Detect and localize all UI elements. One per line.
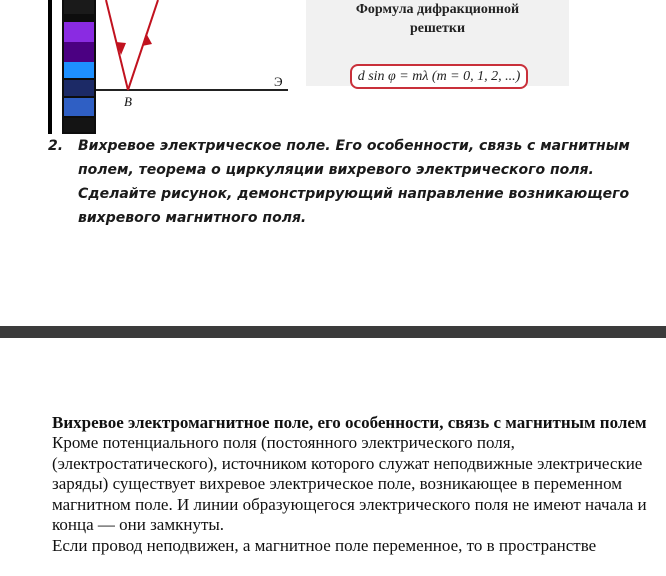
formula-title (306, 0, 569, 38)
question-number: 2. (48, 138, 64, 154)
spectrum-band (64, 0, 94, 14)
article-section (52, 412, 652, 556)
spectrum-band (64, 62, 94, 78)
article-heading: Вихревое электромагнитное поле, его особенности, связь с магнитным полем (52, 413, 647, 432)
article-next-line: Если провод неподвижен, а магнитное поле переменное, то в пространстве (52, 535, 597, 555)
reflection-figure (48, 0, 293, 134)
left-border-line (48, 0, 52, 134)
reflected-arrow-icon (142, 33, 152, 46)
spectrum-band (64, 98, 94, 116)
question-text: Вихревое электрическое поле. Его особенности, связь с магнитным полем, теорема о циркуляции вихревого электрического поля. Сделайте рисунок, демонстрирующий направление возникающего вихревого магнитного поля. (78, 138, 630, 226)
formula-title-line1: Формула дифракционной (355, 2, 520, 17)
question-item (48, 134, 638, 230)
reflection-diagram (48, 0, 293, 134)
formula-expression: d sin φ = mλ (m = 0, 1, 2, ...) (350, 64, 528, 89)
axis-label: Э (274, 74, 283, 89)
spectrum-band (64, 42, 94, 62)
spectrum-band (64, 22, 94, 42)
formula-box (306, 0, 569, 86)
formula-title-line2: решетки (409, 21, 466, 36)
document-page-bottom (0, 338, 666, 576)
page-divider (0, 326, 666, 338)
spectrum-band (64, 118, 94, 132)
spectrum-band (64, 80, 94, 96)
point-label: B (124, 94, 132, 109)
article-paragraph: Кроме потенциального поля (постоянного электрического поля, (электростатического), источником которого служат неподвижные электрические заряды) существует вихревое электрическое поле, возникающее в переменном магнитном поле. И линии образующегося электрического поля не имеют начала и конца — они замкнуты. (52, 433, 647, 534)
